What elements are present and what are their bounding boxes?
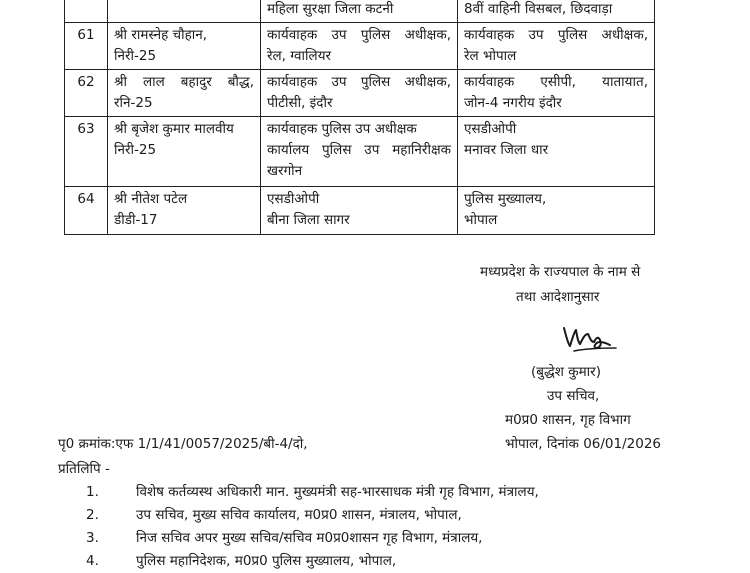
department: म0प्र0 शासन, गृह विभाग xyxy=(505,412,631,428)
to-line: मनावर जिला धार xyxy=(464,142,549,158)
name-cell xyxy=(108,0,261,23)
reference-number: पृ0 क्रमांक:एफ 1/1/41/0057/2025/बी-4/दो, xyxy=(58,436,308,452)
table-row xyxy=(65,70,655,117)
officer-name: (बुद्धेश कुमार) xyxy=(531,364,601,380)
list-text: पुलिस महानिदेशक, म0प्र0 पुलिस मुख्यालय, भोपाल, xyxy=(136,553,397,569)
from-line: बीना जिला सागर xyxy=(267,212,350,228)
to-line: एसडीओपी xyxy=(464,121,517,137)
from-line: एसडीओपी xyxy=(267,191,320,207)
officer-rank-line: डीडी-17 xyxy=(114,212,158,228)
from-line: कार्यालय पुलिस उप महानिरीक्षक xyxy=(267,142,451,158)
to-cell xyxy=(458,70,655,117)
place-date: भोपाल, दिनांक 06/01/2026 xyxy=(505,436,662,452)
to-cell xyxy=(458,0,655,23)
name-cell xyxy=(108,23,261,70)
from-cell xyxy=(261,117,458,187)
from-cell xyxy=(261,23,458,70)
copy-heading: प्रतिलिपि - xyxy=(58,461,110,477)
to-cell xyxy=(458,187,655,235)
list-number: 4. xyxy=(86,553,99,569)
to-line: रेल भोपाल xyxy=(464,48,517,64)
from-cell xyxy=(261,187,458,235)
table-row-partial xyxy=(65,0,655,23)
transfer-table xyxy=(64,0,655,235)
officer-rank-line: रनि-25 xyxy=(114,95,153,111)
officer-rank-line: निरी-25 xyxy=(114,142,157,158)
list-text: विशेष कर्तव्यस्थ अधिकारी मान. मुख्यमंत्री सह-भारसाधक मंत्री गृह विभाग, मंत्रालय, xyxy=(136,484,539,500)
officer-name-line: श्री बृजेश कुमार मालवीय xyxy=(114,121,234,137)
from-line: कार्यवाहक पुलिस उप अधीक्षक xyxy=(267,121,417,137)
from-line: कार्यवाहक उप पुलिस अधीक्षक, xyxy=(267,74,451,90)
to-line: भोपाल xyxy=(464,212,498,228)
sno-cell: 62 xyxy=(65,70,108,117)
name-cell xyxy=(108,187,261,235)
name-cell xyxy=(108,117,261,187)
list-number: 3. xyxy=(86,530,99,546)
sno-cell: 61 xyxy=(65,23,108,70)
sno-cell xyxy=(65,0,108,23)
from-line: महिला सुरक्षा जिला कटनी xyxy=(267,1,394,17)
to-line: जोन-4 नगरीय इंदौर xyxy=(464,95,562,111)
officer-name-line: श्री लाल बहादुर बौद्ध, xyxy=(114,74,254,90)
to-line: कार्यवाहक उप पुलिस अधीक्षक, xyxy=(464,27,648,43)
sno-cell: 64 xyxy=(65,187,108,235)
officer-name-line: श्री नीतेश पटेल xyxy=(114,191,188,207)
list-text: निज सचिव अपर मुख्य सचिव/सचिव म0प्र0शासन गृह विभाग, मंत्रालय, xyxy=(136,530,483,546)
governor-line: मध्यप्रदेश के राज्यपाल के नाम से xyxy=(480,264,641,280)
from-line: कार्यवाहक उप पुलिस अधीक्षक, xyxy=(267,27,451,43)
to-line: पुलिस मुख्यालय, xyxy=(464,191,547,207)
list-text: उप सचिव, मुख्य सचिव कार्यालय, म0प्र0 शासन, मंत्रालय, भोपाल, xyxy=(136,507,462,523)
from-cell xyxy=(261,0,458,23)
from-cell xyxy=(261,70,458,117)
to-line: कार्यवाहक एसीपी, यातायात, xyxy=(464,74,648,90)
officer-name-line: श्री रामस्नेह चौहान, xyxy=(114,27,208,43)
table-row xyxy=(65,117,655,187)
officer-rank-line: निरी-25 xyxy=(114,48,157,64)
list-number: 1. xyxy=(86,484,99,500)
from-line: पीटीसी, इंदौर xyxy=(267,95,333,111)
to-cell xyxy=(458,23,655,70)
signature-icon xyxy=(560,318,620,358)
from-line: रेल, ग्वालियर xyxy=(267,48,332,64)
from-line: खरगोन xyxy=(267,163,303,179)
order-line: तथा आदेशानुसार xyxy=(516,289,600,305)
sno-cell: 63 xyxy=(65,117,108,187)
name-cell xyxy=(108,70,261,117)
table-row xyxy=(65,187,655,235)
to-line: 8वीं वाहिनी विसबल, छिदवाड़ा xyxy=(464,1,613,17)
designation: उप सचिव, xyxy=(547,388,600,404)
to-cell xyxy=(458,117,655,187)
list-number: 2. xyxy=(86,507,99,523)
table-row xyxy=(65,23,655,70)
